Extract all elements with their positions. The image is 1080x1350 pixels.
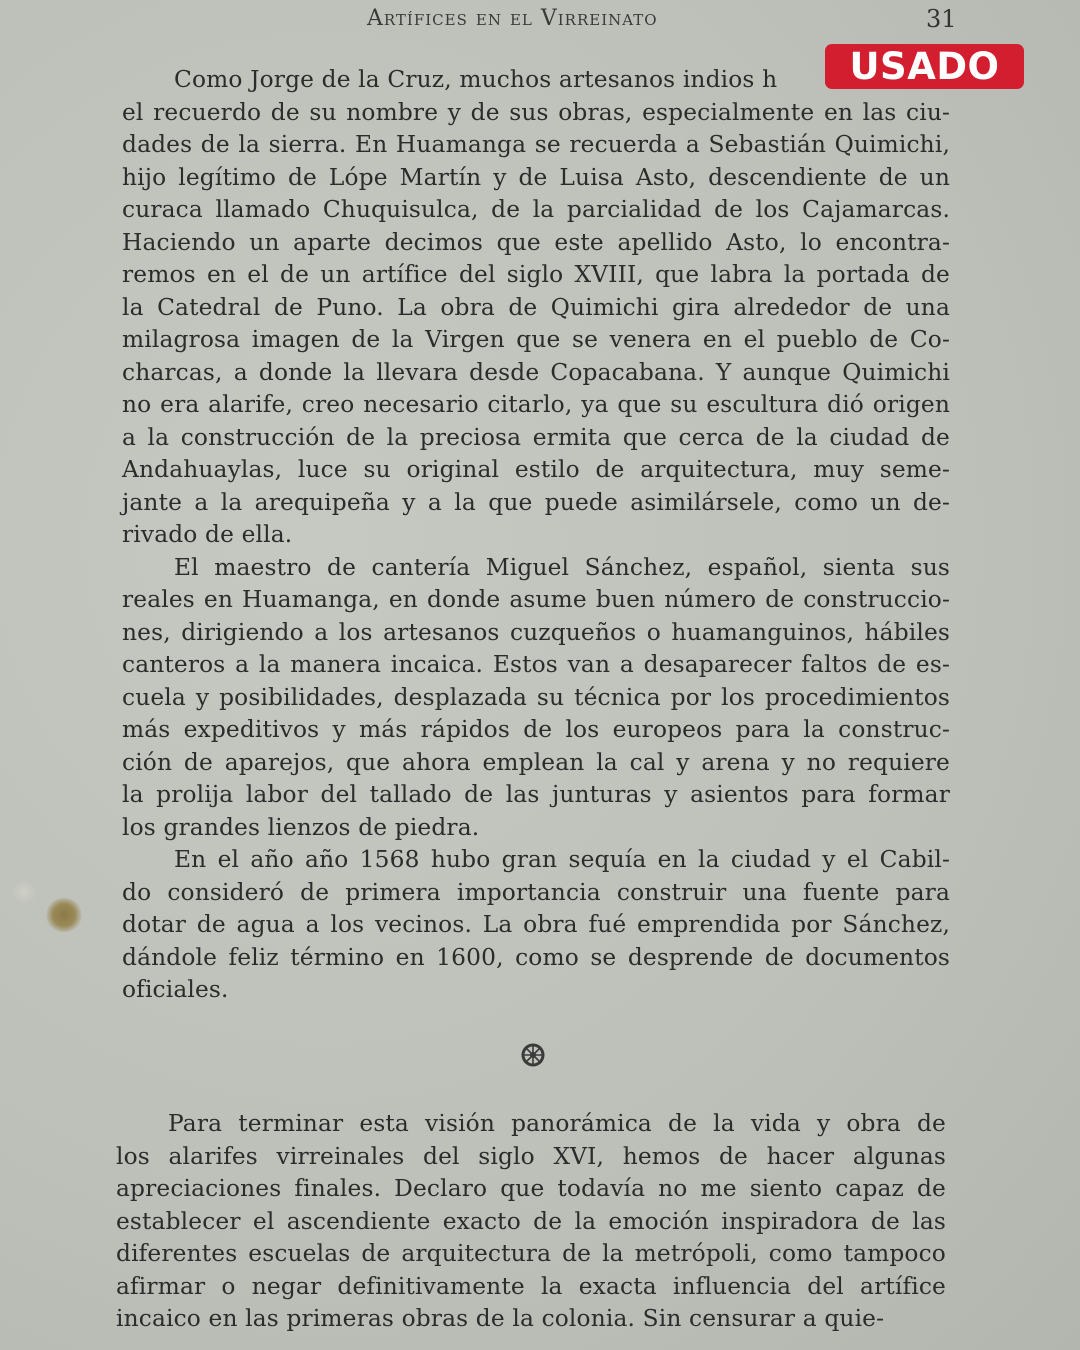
page-header [0,2,1080,38]
text-line: la prolija labor del tallado de las junturas y asientos para formar [122,781,950,808]
text-line: los grandes lienzos de piedra. [122,813,480,841]
text-line: dades de la sierra. En Huamanga se recuerda a Sebastián Quimichi, [122,131,950,158]
text-line: Para terminar esta visión panorámica de la vida y obra de [168,1110,946,1137]
paragraph [122,844,950,1007]
text-line: Haciendo un aparte decimos que este apellido Asto, lo encontra- [122,228,950,256]
body-text-section-2 [116,1108,946,1336]
text-line: En el año año 1568 hubo gran sequía en la ciudad y el Cabil- [174,846,950,873]
text-line: milagrosa imagen de la Virgen que se venera en el pueblo de Co- [122,326,950,353]
text-line: afirmar o negar definitivamente la exacta influencia del artífice [116,1272,946,1300]
rosette-ornament-icon [520,1042,546,1068]
paragraph [116,1108,946,1336]
text-line: jante a la arequipeña y a la que puede asimilársele, como un de- [122,488,950,516]
text-line: do consideró de primera importancia construir una fuente para [122,878,950,906]
text-line: apreciaciones finales. Declaro que todavía no me siento capaz de [116,1175,946,1202]
paragraph [122,552,950,845]
text-line: curaca llamado Chuquisulca, de la parcialidad de los Cajamarcas. [122,196,950,223]
text-line: Andahuaylas, luce su original estilo de arquitectura, muy seme- [122,456,950,483]
text-line: reales en Huamanga, en donde asume buen número de construccio- [122,586,950,613]
text-line: dotar de agua a los vecinos. La obra fué emprendida por Sánchez, [122,911,950,938]
text-line: diferentes escuelas de arquitectura de la metrópoli, como tampoco [116,1240,946,1267]
text-line: remos en el de un artífice del siglo XVIII, que labra la portada de [122,261,950,288]
text-line: El maestro de cantería Miguel Sánchez, español, sienta sus [174,553,950,581]
text-line: establecer el ascendiente exacto de la emoción inspiradora de las [116,1207,946,1235]
used-badge: USADO [825,44,1024,89]
paper-stain [12,880,36,904]
text-line: nes, dirigiendo a los artesanos cuzqueños o huamanguinos, hábiles [122,618,950,646]
text-line: no era alarife, creo necesario citarlo, ya que su escultura dió origen [122,391,950,418]
text-line: cuela y posibilidades, desplazada su técnica por los procedimientos [122,683,950,711]
paragraph [122,64,950,552]
paper-stain [46,898,82,932]
text-line: incaico en las primeras obras de la colonia. Sin censurar a quie- [116,1305,885,1332]
text-line: ción de aparejos, que ahora emplean la cal y arena y no requiere [122,748,950,776]
text-line: Como Jorge de la Cruz, muchos artesanos indios h [174,66,778,93]
text-line: la Catedral de Puno. La obra de Quimichi gira alrededor de una [122,293,950,321]
body-text-section-1 [122,64,950,1007]
text-line: a la construcción de la preciosa ermita que cerca de la ciudad de [122,423,950,451]
text-line: charcas, a donde la llevara desde Copacabana. Y aunque Quimichi [122,358,950,386]
text-line: oficiales. [122,976,229,1003]
text-line: hijo legítimo de Lópe Martín y de Luisa Asto, descendiente de un [122,163,950,191]
text-line: rivado de ella. [122,521,293,548]
page-number: 31 [926,5,957,33]
text-line: los alarifes virreinales del siglo XVI, hemos de hacer algunas [116,1142,946,1170]
text-line: canteros a la manera incaica. Estos van a desaparecer faltos de es- [122,651,950,678]
text-line: dándole feliz término en 1600, como se desprende de documentos [122,943,950,971]
text-line: más expeditivos y más rápidos de los europeos para la construc- [122,716,950,743]
running-title: Artífices en el Virreinato [367,6,658,31]
text-line: el recuerdo de su nombre y de sus obras, especialmente en las ciu- [122,98,950,126]
